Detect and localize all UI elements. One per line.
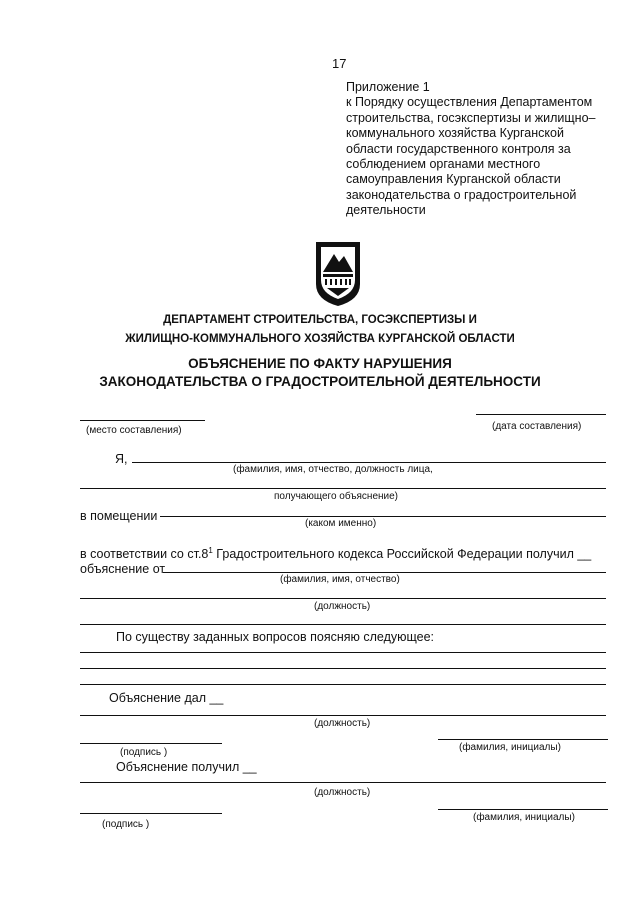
received-signature-line[interactable] [80, 813, 222, 814]
answer-line-1[interactable] [80, 652, 606, 653]
appendix-line: соблюдением органами местного [346, 157, 541, 172]
explanation-from-line[interactable] [163, 572, 606, 573]
appendix-line: области государственного контроля за [346, 141, 571, 156]
essence-text: По существу заданных вопросов поясняю следующее: [116, 630, 435, 644]
person-caption: (фамилия, имя, отчество, должность лица, [233, 464, 433, 475]
department-line: ЖИЛИЩНО-КОММУНАЛЬНОГО ХОЗЯЙСТВА КУРГАНСКОЙ ОБЛАСТИ [125, 333, 515, 345]
person-line[interactable] [132, 462, 606, 463]
given-signature-line[interactable] [80, 743, 222, 744]
appendix-note [346, 80, 616, 219]
page-number: 17 [332, 56, 347, 71]
given-name-line[interactable] [438, 739, 608, 740]
date-caption: (дата составления) [492, 421, 582, 432]
received-label: Объяснение получил __ [116, 760, 257, 774]
room-label: в помещении [80, 509, 158, 523]
answer-line-2[interactable] [80, 668, 606, 669]
appendix-line: строительства, госэкспертизы и жилищно– [346, 110, 596, 125]
statute-text: в соответствии со $ст.8^1$ Градостроительного кодекса Российской Федерации получил __ [80, 546, 592, 562]
title-line: ЗАКОНОДАТЕЛЬСТВА О ГРАДОСТРОИТЕЛЬНОЙ ДЕЯТЕЛЬНОСТИ [99, 374, 541, 389]
received-name-line[interactable] [438, 809, 608, 810]
room-line[interactable] [160, 516, 606, 517]
coat-of-arms-icon [313, 240, 363, 308]
position-line[interactable] [80, 598, 606, 599]
appendix-line: к Порядку осуществления Департаментом [346, 95, 593, 110]
position-caption: (должность) [314, 601, 371, 612]
received-position-line[interactable] [80, 782, 606, 783]
appendix-line: коммунального хозяйства Курганской [346, 126, 564, 141]
given-label: Объяснение дал __ [109, 691, 224, 705]
department-line: ДЕПАРТАМЕНТ СТРОИТЕЛЬСТВА, ГОСЭКСПЕРТИЗЫ И [163, 314, 477, 326]
room-caption: (каком именно) [305, 518, 377, 529]
place-caption: (место составления) [86, 425, 182, 436]
received-name-caption: (фамилия, инициалы) [473, 812, 575, 823]
explanation-from-label: объяснение от [80, 562, 166, 576]
department-header [80, 311, 560, 349]
given-position-line[interactable] [80, 715, 606, 716]
document-title [60, 355, 580, 391]
place-line[interactable] [80, 420, 205, 421]
appendix-line: самоуправления Курганской области [346, 172, 561, 187]
date-line[interactable] [476, 414, 606, 415]
appendix-line: Приложение 1 [346, 80, 430, 94]
explanation-from-caption: (фамилия, имя, отчество) [280, 574, 400, 585]
extra-line[interactable] [80, 624, 606, 625]
received-signature-caption: (подпись ) [102, 819, 150, 830]
answer-line-3[interactable] [80, 684, 606, 685]
person-caption: получающего объяснение) [274, 491, 399, 502]
ya-label: Я, [115, 452, 128, 466]
person-line-2[interactable] [80, 488, 606, 489]
given-name-caption: (фамилия, инициалы) [459, 742, 561, 753]
appendix-line: законодательства о градостроительной [346, 187, 577, 202]
given-position-caption: (должность) [314, 718, 371, 729]
received-position-caption: (должность) [314, 787, 371, 798]
title-line: ОБЪЯСНЕНИЕ ПО ФАКТУ НАРУШЕНИЯ [188, 356, 452, 371]
appendix-line: деятельности [346, 203, 426, 218]
given-signature-caption: (подпись ) [120, 747, 168, 758]
